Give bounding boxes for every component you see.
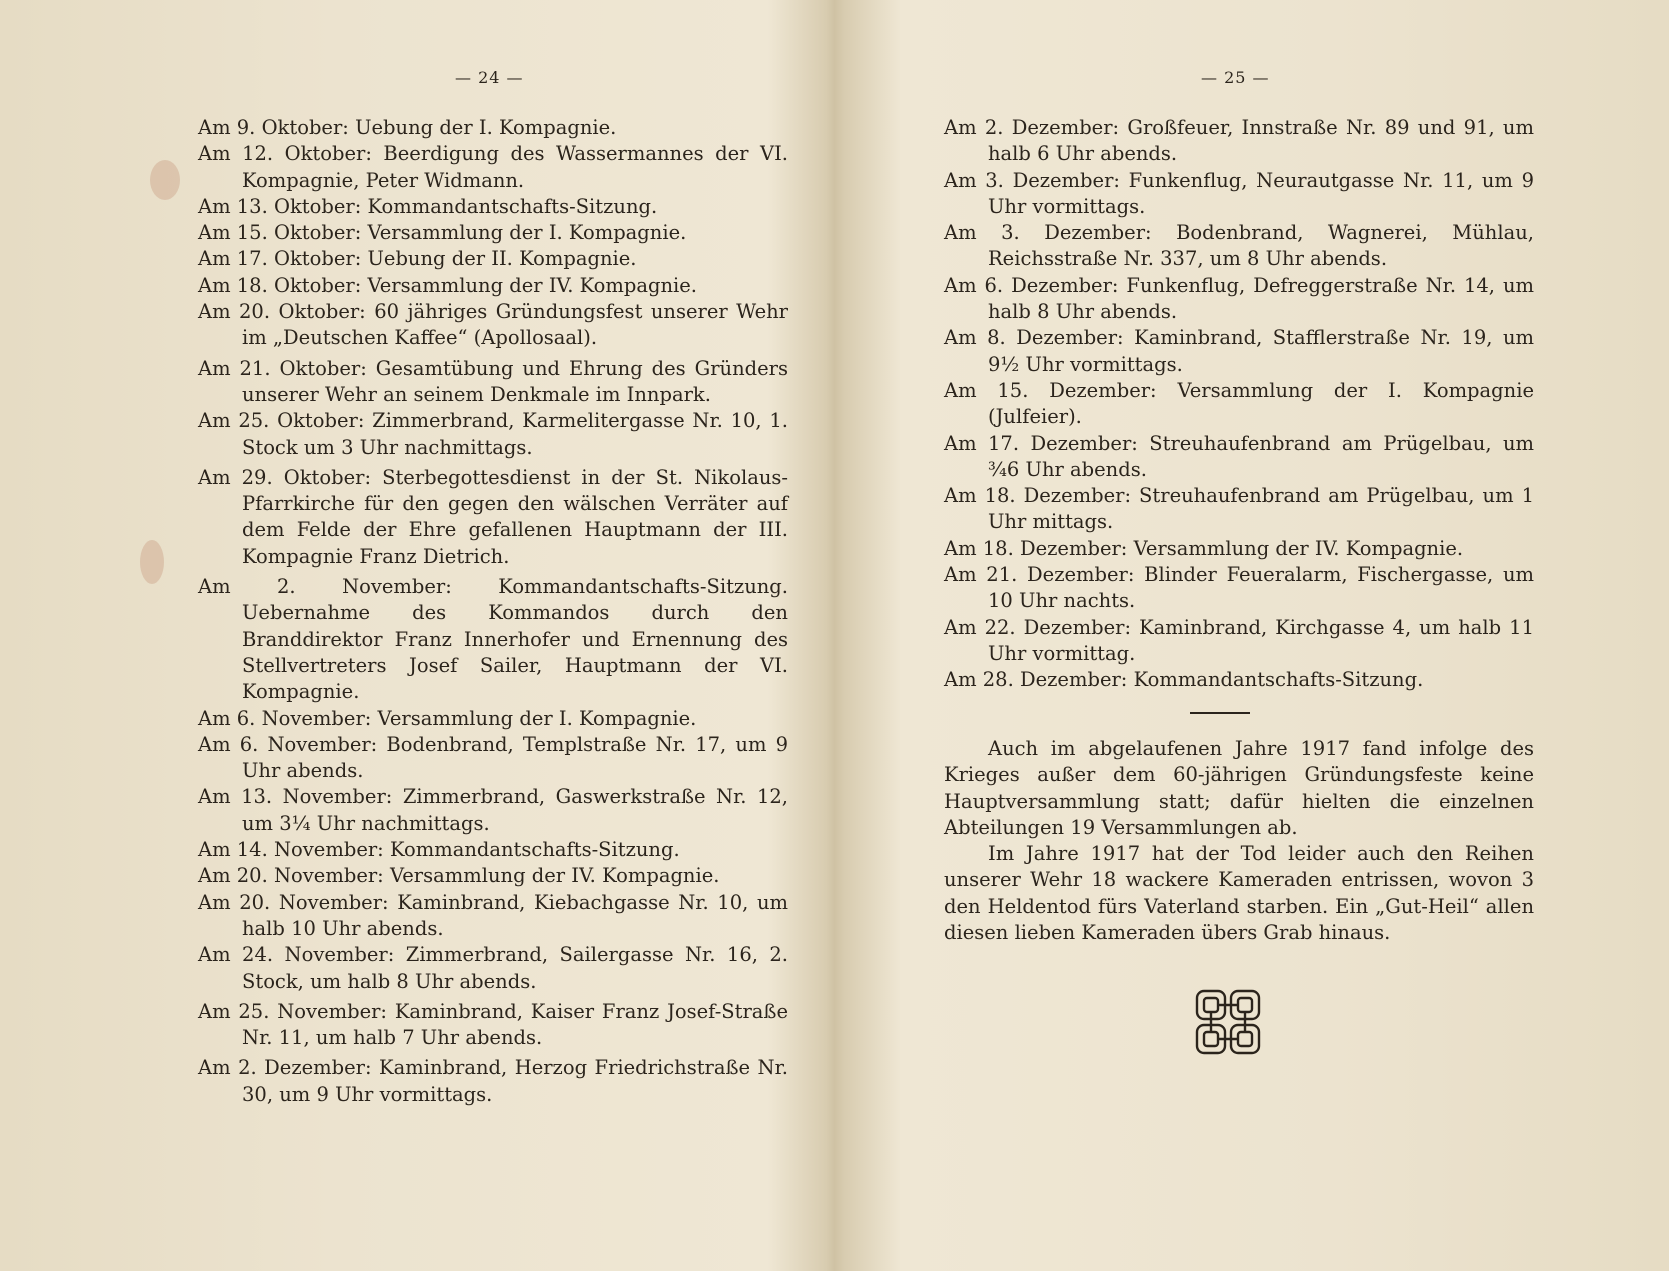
entry: Am 24. November: Zimmerbrand, Sailergasse Nr. 16, 2. Stock, um halb 8 Uhr abends.: [198, 943, 788, 993]
entry: Am 9. Oktober: Uebung der I. Kompagnie.: [198, 116, 617, 139]
entry: Am 29. Oktober: Sterbegottesdienst in der St. Nikolaus-Pfarrkirche für den gegen den wälschen Verräter auf dem Felde der Ehre gefallenen Hauptmann der III. Kompagnie Franz Dietrich.: [198, 465, 788, 568]
summary-text: [944, 736, 1534, 946]
entry: Am 25. November: Kaminbrand, Kaiser Franz Josef-Straße Nr. 11, um halb 7 Uhr abends.: [198, 999, 788, 1050]
entry: Am 13. Oktober: Kommandantschafts-Sitzung.: [198, 194, 658, 218]
entry: Am 18. Dezember: Versammlung der IV. Kompagnie.: [944, 536, 1464, 560]
entry: Am 25. Oktober: Zimmerbrand, Karmelitergasse Nr. 10, 1. Stock um 3 Uhr nachmittags.: [198, 409, 788, 459]
entry: Am 3. Dezember: Funkenflug, Neurautgasse Nr. 11, um 9 Uhr vormittags.: [944, 168, 1534, 218]
left-page: [0, 0, 834, 1271]
entry: Am 18. Dezember: Streuhaufenbrand am Prügelbau, um 1 Uhr mittags.: [944, 484, 1534, 534]
entry: Am 8. Dezember: Kaminbrand, Stafflerstraße Nr. 19, um 9½ Uhr vormittags.: [944, 326, 1534, 376]
knot-ornament-icon: [1194, 988, 1262, 1056]
entry: Am 13. November: Zimmerbrand, Gaswerkstraße Nr. 12, um 3¼ Uhr nachmittags.: [198, 785, 788, 835]
entry: Am 28. Dezember: Kommandantschafts-Sitzung.: [944, 668, 1424, 692]
entry: Am 12. Oktober: Beerdigung des Wassermannes der VI. Kompagnie, Peter Widmann.: [198, 142, 788, 192]
entry: Am 15. Dezember: Versammlung der I. Kompagnie (Julfeier).: [944, 378, 1534, 429]
entry: Am 2. November: Kommandantschafts-Sitzung. Uebernahme des Kommandos durch den Branddirektor Franz Innerhofer und Ernennung des Stellvertreters Josef Sailer, Hauptmann der VI. Kompagnie.: [198, 575, 788, 704]
entry: Am 2. Dezember: Großfeuer, Innstraße Nr. 89 und 91, um halb 6 Uhr abends.: [944, 116, 1534, 166]
entry: Am 22. Dezember: Kaminbrand, Kirchgasse 4, um halb 11 Uhr vormittag.: [944, 615, 1534, 665]
entry-list: [944, 115, 1534, 694]
right-page: [836, 0, 1669, 1271]
entry: Am 21. Dezember: Blinder Feueralarm, Fischergasse, um 10 Uhr nachts.: [944, 563, 1534, 613]
paragraph: Im Jahre 1917 hat der Tod leider auch den Reihen unserer Wehr 18 wackere Kameraden entrissen, wovon 3 den Heldentod fürs Vaterland starben. Ein „Gut-Heil“ allen diesen lieben Kameraden übers Grab hinaus.: [944, 842, 1534, 945]
page-number: — 25 —: [1201, 68, 1270, 87]
entry: Am 20. November: Versammlung der IV. Kompagnie.: [198, 864, 720, 888]
entry: Am 17. Dezember: Streuhaufenbrand am Prügelbau, um ¾6 Uhr abends.: [944, 431, 1534, 481]
entry: Am 6. November: Bodenbrand, Templstraße Nr. 17, um 9 Uhr abends.: [198, 732, 788, 783]
entry: Am 15. Oktober: Versammlung der I. Kompagnie.: [198, 221, 687, 245]
entry: Am 20. Oktober: 60 jähriges Gründungsfest unserer Wehr im „Deutschen Kaffee“ (Apollosaal).: [198, 300, 788, 350]
entry: Am 2. Dezember: Kaminbrand, Herzog Friedrichstraße Nr. 30, um 9 Uhr vormittags.: [198, 1056, 788, 1106]
entry-list: [198, 115, 788, 1108]
entry: Am 14. November: Kommandantschafts-Sitzung.: [198, 838, 680, 862]
paragraph: Auch im abgelaufenen Jahre 1917 fand infolge des Krieges außer dem 60-jährigen Gründungsfeste keine Hauptversammlung statt; dafür hielten die einzelnen Abteilungen 19 Versammlungen ab.: [944, 737, 1534, 839]
entry: Am 6. November: Versammlung der I. Kompagnie.: [198, 706, 697, 730]
entry: Am 3. Dezember: Bodenbrand, Wagnerei, Mühlau, Reichsstraße Nr. 337, um 8 Uhr abends.: [944, 221, 1534, 271]
entry: Am 20. November: Kaminbrand, Kiebachgasse Nr. 10, um halb 10 Uhr abends.: [198, 890, 788, 940]
entry: Am 6. Dezember: Funkenflug, Defreggerstraße Nr. 14, um halb 8 Uhr abends.: [944, 273, 1534, 324]
entry: Am 17. Oktober: Uebung der II. Kompagnie.: [198, 247, 637, 271]
entry: Am 18. Oktober: Versammlung der IV. Kompagnie.: [198, 273, 697, 297]
page-number: — 24 —: [455, 68, 524, 87]
section-divider: [1190, 712, 1250, 714]
entry: Am 21. Oktober: Gesamtübung und Ehrung des Gründers unserer Wehr an seinem Denkmale im Innpark.: [198, 356, 788, 406]
